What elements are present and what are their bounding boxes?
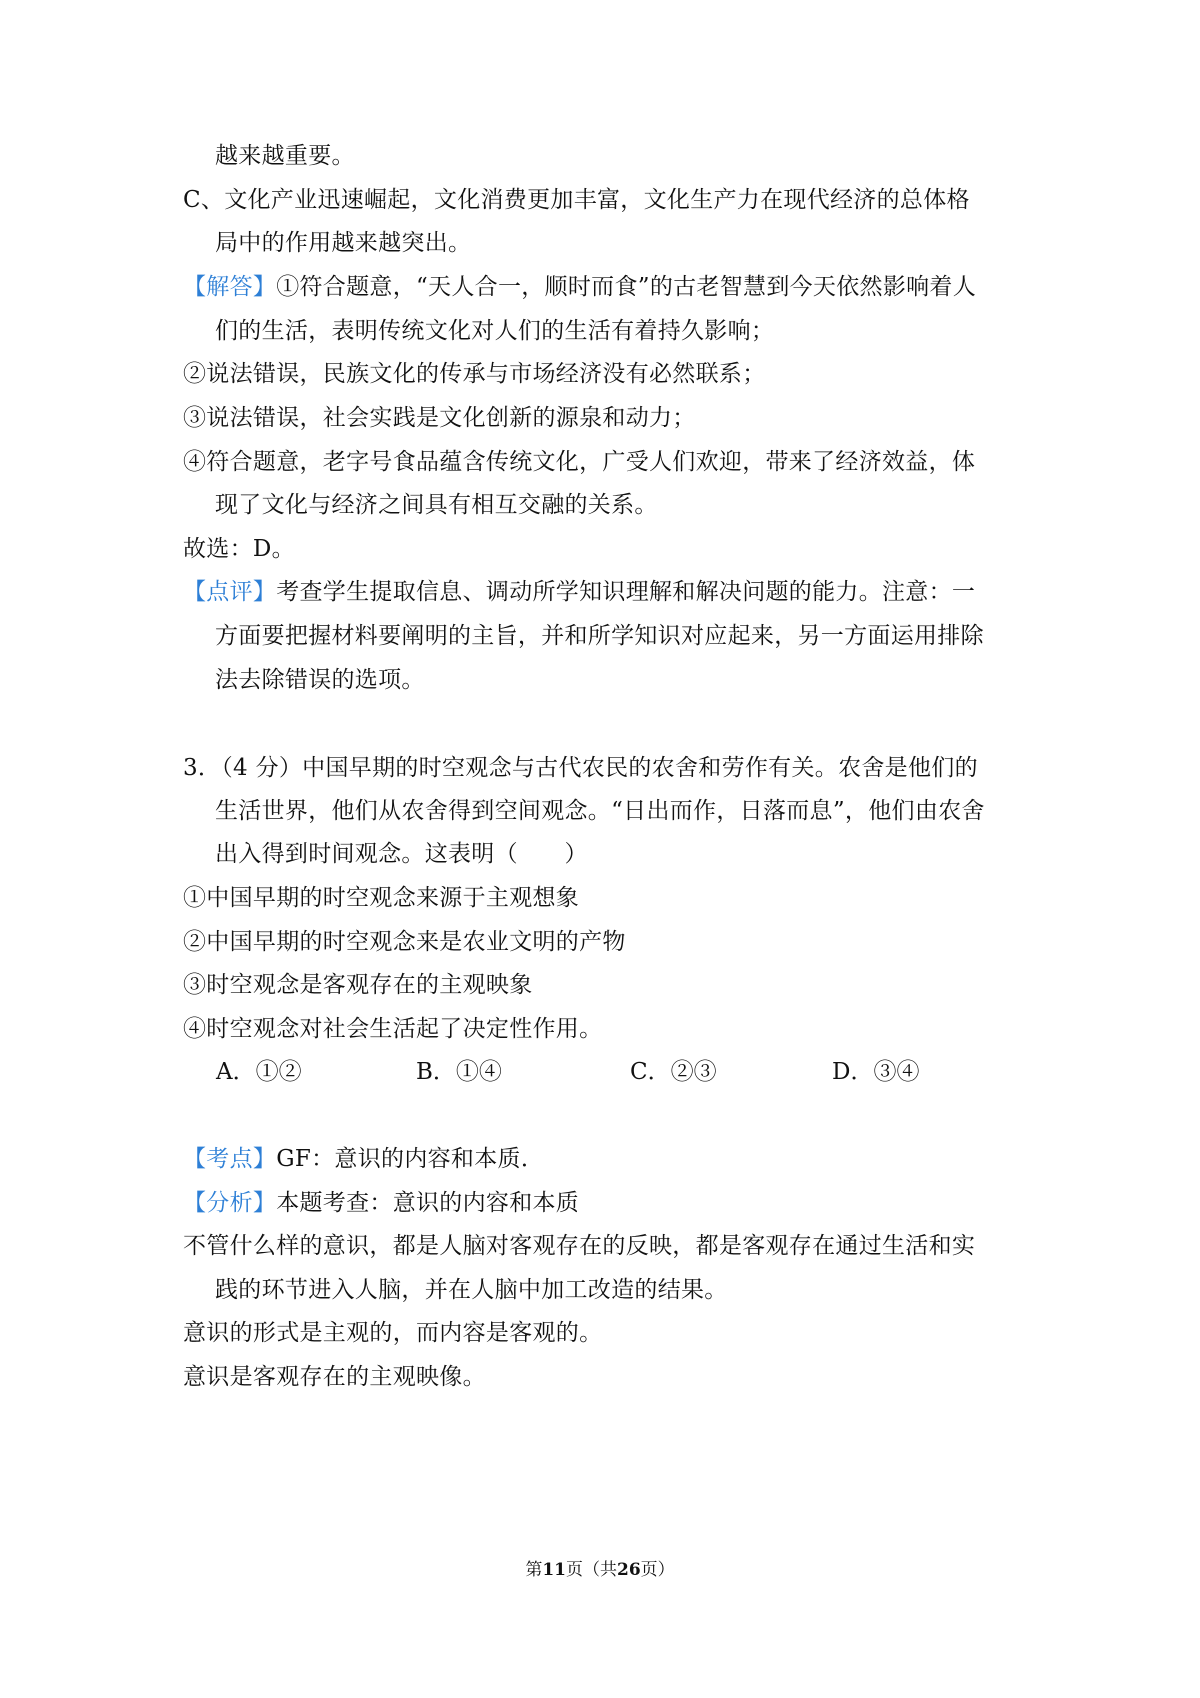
analysis-body: 意识的形式是主观的，而内容是客观的。: [183, 1320, 603, 1346]
comment-line-cont: 法去除错误的选项。: [215, 667, 425, 693]
question-item: ④时空观念对社会生活起了决定性作用。: [183, 1016, 603, 1042]
comment-line-cont: 方面要把握材料要阐明的主旨，并和所学知识对应起来，另一方面运用排除: [215, 623, 984, 649]
answer-item: ④符合题意，老字号食品蕴含传统文化，广受人们欢迎，带来了经济效益，体: [183, 449, 976, 475]
question-stem-cont: 出入得到时间观念。这表明（ ）: [215, 841, 588, 867]
footer-middle: 页（共: [566, 1560, 617, 1580]
page-total: 26: [617, 1560, 641, 1580]
comment-line: [183, 576, 1040, 608]
footer-prefix: 第: [525, 1560, 543, 1580]
page-number: 11: [542, 1560, 566, 1580]
option-c: C．②③: [630, 1059, 717, 1085]
question-item: ③时空观念是客观存在的主观映象: [183, 972, 533, 998]
analysis-tag: 【分析】: [183, 1190, 277, 1216]
answer-text: ①符合题意，“天人合一，顺时而食”的古老智慧到今天依然影响着人: [276, 274, 977, 300]
answer-item-cont: 现了文化与经济之间具有相互交融的关系。: [215, 492, 658, 518]
answer-line-cont: 们的生活，表明传统文化对人们的生活有着持久影响；: [215, 318, 775, 344]
page-footer: [0, 1558, 1200, 1582]
answer-tag: 【解答】: [183, 274, 277, 300]
comment-text: 考查学生提取信息、调动所学知识理解和解决问题的能力。注意：一: [276, 579, 976, 605]
option-c-line-cont: 局中的作用越来越突出。: [215, 230, 472, 256]
option-d: D．③④: [832, 1059, 920, 1085]
analysis-line: [183, 1187, 1040, 1219]
knowledge-point: [183, 1143, 1040, 1175]
option-b: B．①④: [416, 1059, 502, 1085]
text-line: 越来越重要。: [215, 143, 355, 169]
answer-item: ③说法错误，社会实践是文化创新的源泉和动力；: [183, 405, 696, 431]
comment-tag: 【点评】: [183, 579, 277, 605]
question-stem-cont: 生活世界，他们从农舍得到空间观念。“日出而作，日落而息”，他们由农舍: [215, 798, 985, 824]
question-item: ②中国早期的时空观念来是农业文明的产物: [183, 929, 626, 955]
option-c-line: C、文化产业迅速崛起，文化消费更加丰富，文化生产力在现代经济的总体格: [183, 187, 970, 213]
analysis-body-cont: 践的环节进入人脑，并在人脑中加工改造的结果。: [215, 1277, 728, 1303]
answer-choice: 故选：D。: [183, 536, 295, 562]
analysis-body: 不管什么样的意识，都是人脑对客观存在的反映，都是客观存在通过生活和实: [183, 1233, 976, 1259]
option-a: A．①②: [216, 1059, 302, 1085]
point-text: GF：意识的内容和本质．: [276, 1146, 545, 1172]
analysis-text: 本题考查：意识的内容和本质: [276, 1190, 580, 1216]
point-tag: 【考点】: [183, 1146, 277, 1172]
analysis-body: 意识是客观存在的主观映像。: [183, 1364, 486, 1390]
answer-line: [183, 271, 1040, 303]
answer-item: ②说法错误，民族文化的传承与市场经济没有必然联系；: [183, 361, 766, 387]
question-item: ①中国早期的时空观念来源于主观想象: [183, 885, 580, 911]
footer-suffix: 页）: [640, 1560, 675, 1580]
question-stem: 3．（4 分）中国早期的时空观念与古代农民的农舍和劳作有关。农舍是他们的: [183, 755, 978, 781]
